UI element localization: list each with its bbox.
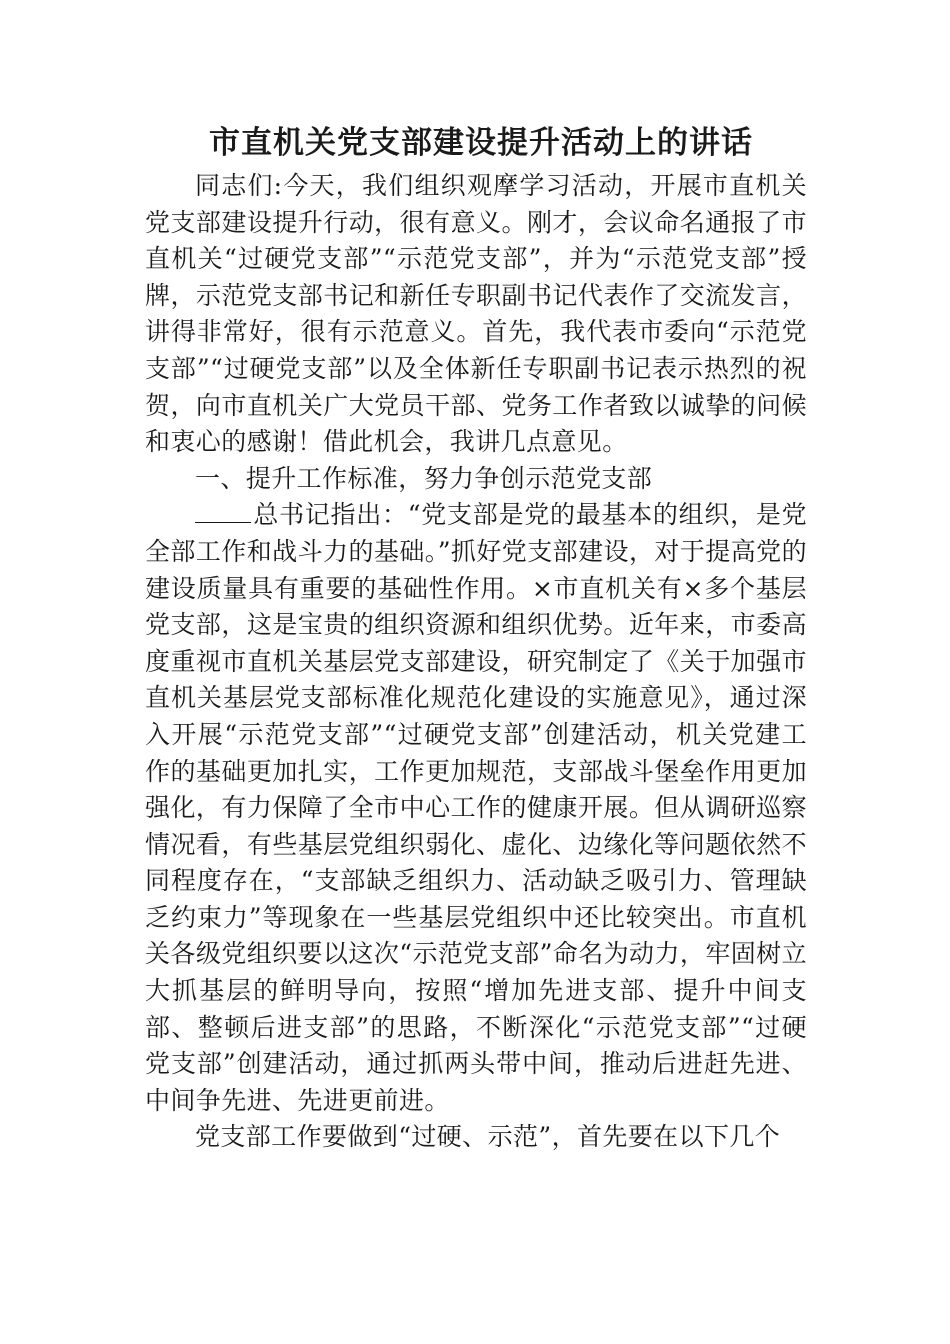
paragraph-continuation: 党支部工作要做到“过硬、示范”，首先要在以下几个 xyxy=(195,1122,781,1152)
document-title: 市直机关党支部建设提升活动上的讲话 xyxy=(209,125,753,161)
paragraph-section-1 xyxy=(145,497,807,1119)
paragraph-section-1-text: 总书记指出：“党支部是党的最基本的组织，是党全部工作和战斗力的基础。”抓好党支部建设，对于提高党的建设质量具有重要的基础性作用。×市直机关有×多个基层党支部，这是宝贵的组织资源和组织优势。近年来，市委高度重视市直机关基层党支部建设，研究制定了《关于加强市直机关基层党支部标准化规范化建设的实施意见》，通过深入开展“示范党支部”“过硬党支部”创建活动，机关党建工作的基础更加扎实，工作更加规范，支部战斗堡垒作用更加强化，有力保障了全市中心工作的健康开展。但从调研巡察情况看，有些基层党组织弱化、虚化、边缘化等问题依然不同程度存在，“支部缺乏组织力、活动缺乏吸引力、管理缺乏约束力”等现象在一些基层党组织中还比较突出。市直机关各级党组织要以这次“示范党支部”命名为动力，牢固树立大抓基层的鲜明导向，按照“增加先进支部、提升中间支部、整顿后进支部”的思路，不断深化“示范党支部”“过硬党支部”创建活动，通过抓两头带中间，推动后进赶先进、中间争先进、先进更前进。 xyxy=(145,500,807,1115)
document-page xyxy=(145,118,807,1156)
section-heading-1: 一、提升工作标准，努力争创示范党支部 xyxy=(195,463,653,493)
redacted-blank xyxy=(195,500,251,523)
paragraph-opening: 同志们:今天，我们组织观摩学习活动，开展市直机关党支部建设提升行动，很有意义。刚才，会议命名通报了市直机关“过硬党支部”“示范党支部”，并为“示范党支部”授牌，示范党支部书记和新任专职副书记代表作了交流发言，讲得非常好，很有示范意义。首先，我代表市委向“示范党支部”“过硬党支部”以及全体新任专职副书记表示热烈的祝贺，向市直机关广大党员干部、党务工作者致以诚挚的问候和衷心的感谢！借此机会，我讲几点意见。 xyxy=(145,171,807,457)
